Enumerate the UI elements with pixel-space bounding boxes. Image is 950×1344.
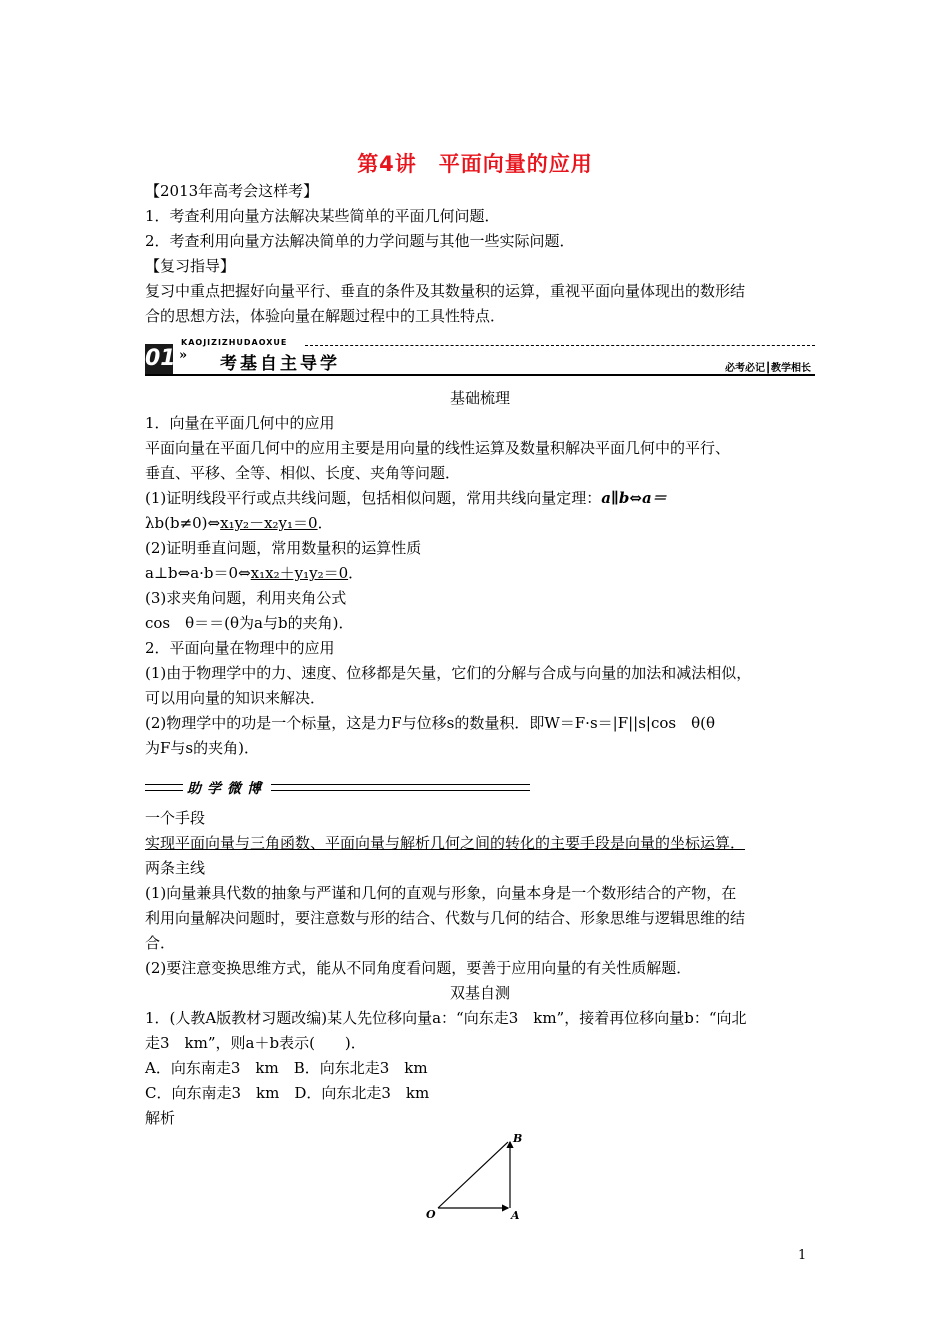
banner-heading: 考基自主导学 xyxy=(220,354,340,374)
p1-line-1 xyxy=(145,488,815,508)
two-lines-text-2: 利用向量解决问题时，要注意数与形的结合、代数与几何的结合、形象思维与逻辑思维的结 xyxy=(145,909,746,927)
label-o: O xyxy=(426,1208,436,1221)
p1-text: (1)证明线段平行或点共线问题，包括相似问题，常用共线向量定理： xyxy=(145,489,602,507)
p1-period: ． xyxy=(317,514,333,532)
p2-formula: a⊥b⇔a·b＝0⇔ xyxy=(145,564,251,582)
banner-pinyin: KAOJIZIZHUDAOXUE xyxy=(181,338,288,347)
question-1-line-1: 1．(人教A版教材习题改编)某人先位移向量a：“向东走3 km”，接着再位移向量b：“向北 xyxy=(145,1009,747,1027)
label-a: A xyxy=(511,1209,520,1222)
review-line-1: 复习中重点把握好向量平行、垂直的条件及其数量积的运算，重视平面向量体现出的数形结 xyxy=(145,282,746,300)
banner-tag: 必考必记┃教学相长 xyxy=(724,363,811,374)
p2-line-1: (2)证明垂直问题，常用数量积的运算性质 xyxy=(145,539,422,557)
banner-rule xyxy=(145,374,815,376)
banner-dashed-divider xyxy=(305,345,815,346)
two-lines-text-1: (1)向量兼具代数的抽象与严谨和几何的直观与形象，向量本身是一个数形结合的产物，在 xyxy=(145,884,737,902)
two-lines-text-4: (2)要注意变换思维方式，能从不同角度看问题，要善于应用向量的有关性质解题． xyxy=(145,959,692,977)
section-banner xyxy=(145,338,815,378)
item2-line-2: 可以用向量的知识来解决． xyxy=(145,689,326,707)
option-row-2: C．向东南走3 km D．向东北走3 km xyxy=(145,1084,430,1102)
analysis-label: 解析 xyxy=(145,1109,176,1127)
one-means-text: 实现平面向量与三角函数、平面向量与解析几何之间的转化的主要手段是向量的坐标运算． xyxy=(145,834,746,852)
banner-number: 01 xyxy=(145,344,173,374)
page-title: 第4讲 平面向量的应用 xyxy=(357,152,593,176)
two-lines-text-3: 合． xyxy=(145,934,176,952)
helper-label: 助学微博 xyxy=(183,778,271,798)
p1-formula-lambda: λb(b≠0)⇔ xyxy=(145,514,221,532)
label-b: B xyxy=(513,1132,523,1145)
p2-period: ． xyxy=(348,564,364,582)
exam-item-1: 1．考查利用向量方法解决某些简单的平面几何问题． xyxy=(145,207,500,225)
item2-line-4: 为F与s的夹角)． xyxy=(145,739,259,757)
item1-line-2: 垂直、平移、全等、相似、长度、夹角等问题． xyxy=(145,464,461,482)
p3-formula: cos θ＝＝(θ为a与b的夹角)． xyxy=(145,614,354,632)
section-title-basics: 基础梳理 xyxy=(449,389,510,407)
item2-title: 2．平面向量在物理中的应用 xyxy=(145,639,335,657)
p1-line-2 xyxy=(145,513,815,533)
p1-formula-head: a∥b⇔a＝ xyxy=(601,489,667,507)
p2-formula-answer: x₁x₂＋y₁y₂＝0 xyxy=(250,564,349,582)
vector-ob xyxy=(438,1142,508,1208)
question-1-line-2: 走3 km”，则a＋b表示( )． xyxy=(145,1034,366,1052)
helper-divider xyxy=(145,778,530,800)
item2-line-3: (2)物理学中的功是一个标量，这是力F与位移s的数量积．即W＝F·s＝|F||s|cos θ(θ xyxy=(145,714,716,732)
option-row-1: A．向东南走3 km B．向东北走3 km xyxy=(145,1059,428,1077)
item2-line-1: (1)由于物理学中的力、速度、位移都是矢量，它们的分解与合成与向量的加法和减法相似， xyxy=(145,664,752,682)
self-test-title: 双基自测 xyxy=(449,984,510,1002)
item1-line-1: 平面向量在平面几何中的应用主要是用向量的线性运算及数量积解决平面几何中的平行、 xyxy=(145,439,731,457)
p3-line-1: (3)求夹角问题，利用夹角公式 xyxy=(145,589,347,607)
review-header: 【复习指导】 xyxy=(145,257,236,275)
page-number: 1 xyxy=(798,1248,807,1263)
exam-header: 【2013年高考会这样考】 xyxy=(145,182,319,200)
one-means-title: 一个手段 xyxy=(145,809,206,827)
two-lines-title: 两条主线 xyxy=(145,859,206,877)
item1-title: 1．向量在平面几何中的应用 xyxy=(145,414,335,432)
review-line-2: 合的思想方法，体验向量在解题过程中的工具性特点． xyxy=(145,307,506,325)
exam-item-2: 2．考查利用向量方法解决简单的力学问题与其他一些实际问题． xyxy=(145,232,575,250)
p1-formula-answer: x₁y₂－x₂y₁＝0 xyxy=(220,514,318,532)
banner-arrow-icon: » xyxy=(179,348,188,363)
vector-triangle-figure xyxy=(420,1128,530,1223)
p2-line-2 xyxy=(145,563,815,583)
